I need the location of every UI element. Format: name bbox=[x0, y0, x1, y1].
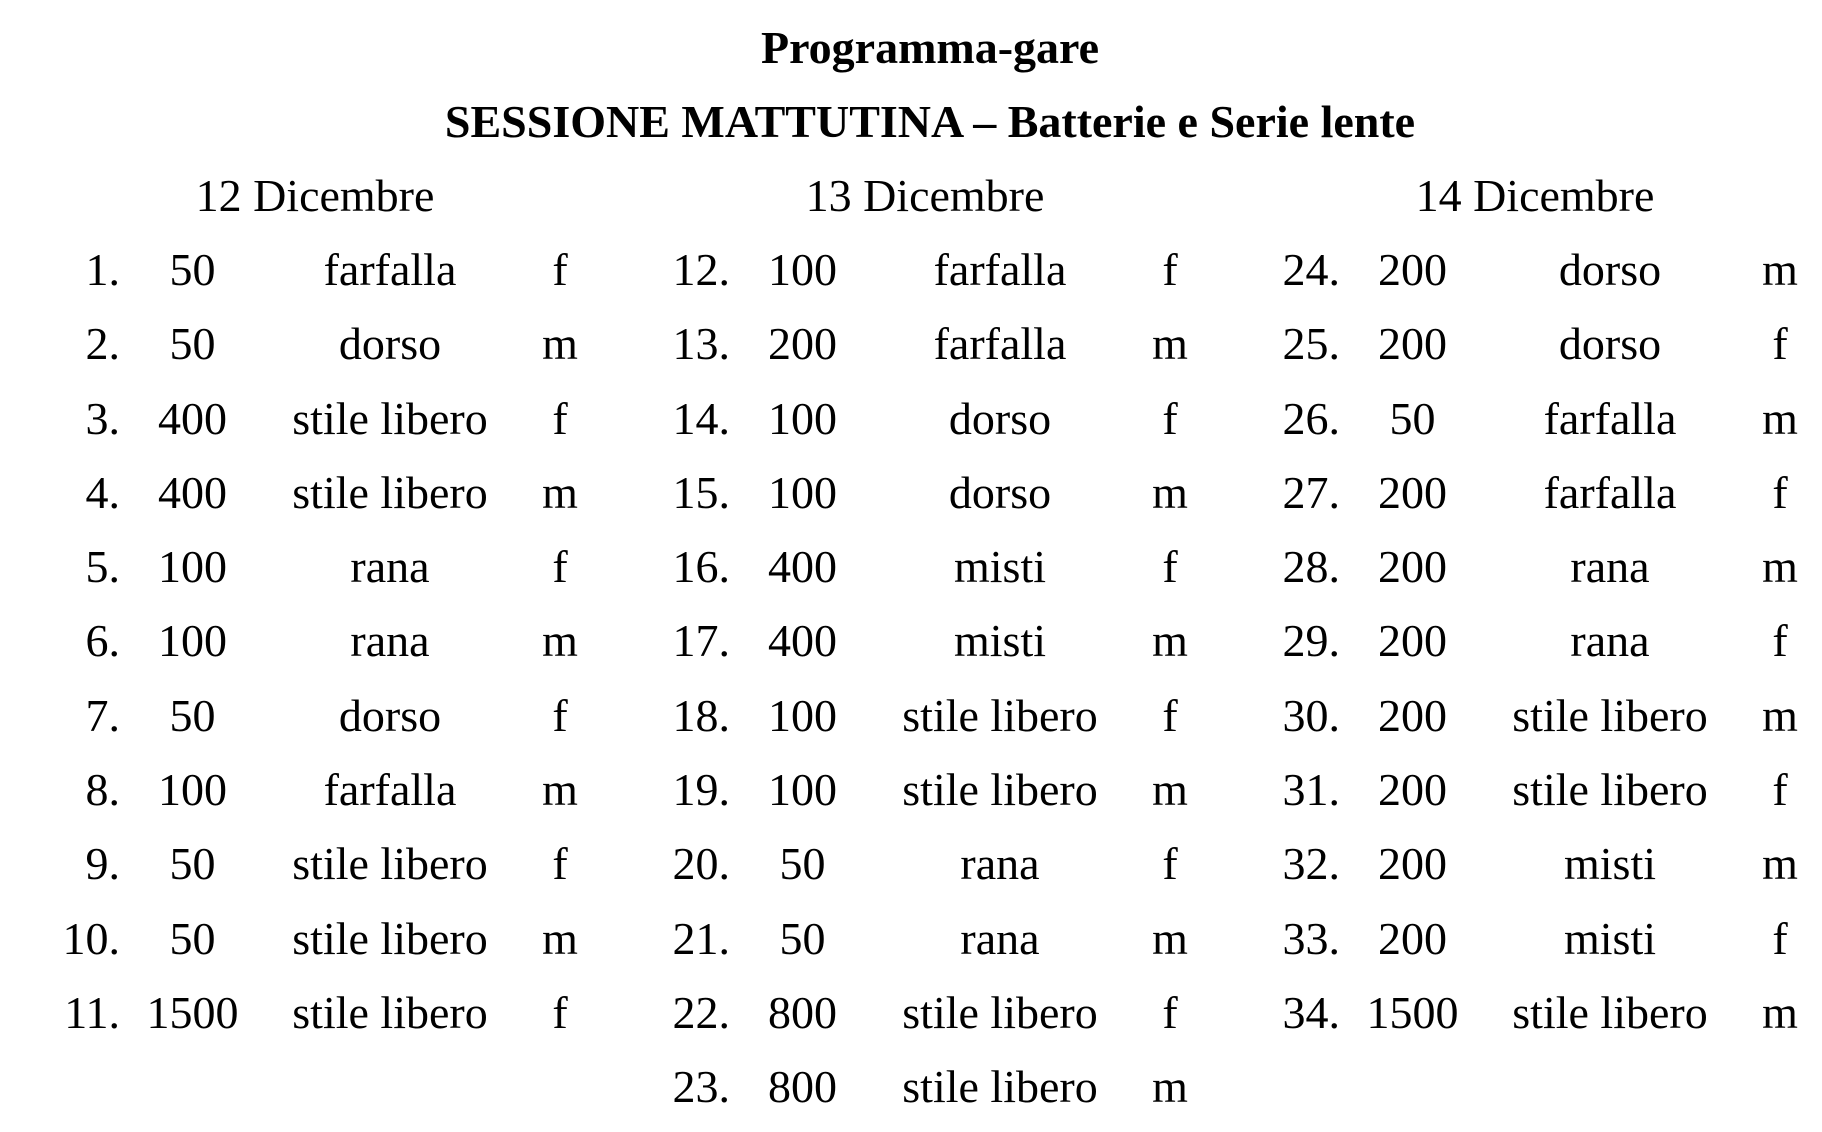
event-style: stile libero bbox=[292, 392, 488, 444]
event-number: 28. bbox=[1282, 541, 1340, 593]
event-distance: 400 bbox=[768, 541, 837, 593]
event-number: 34. bbox=[1282, 986, 1340, 1038]
event-distance: 50 bbox=[169, 838, 216, 890]
event-sex: f bbox=[1772, 318, 1788, 370]
event-distance: 200 bbox=[1378, 318, 1447, 370]
event-number: 15. bbox=[672, 466, 730, 518]
event-style: rana bbox=[350, 541, 430, 593]
event-sex: f bbox=[1162, 838, 1178, 890]
event-sex: f bbox=[1162, 986, 1178, 1038]
event-style: stile libero bbox=[292, 986, 488, 1038]
event-style: farfalla bbox=[323, 244, 457, 295]
event-distance: 50 bbox=[169, 912, 216, 964]
event-style: rana bbox=[1570, 615, 1650, 667]
event-sex: m bbox=[1762, 838, 1798, 890]
day-header: 13 Dicembre bbox=[805, 170, 1045, 221]
event-sex: m bbox=[1152, 912, 1188, 964]
event-distance: 1500 bbox=[146, 986, 239, 1038]
event-sex: f bbox=[1772, 466, 1788, 518]
event-number: 5. bbox=[85, 541, 120, 593]
event-number: 23. bbox=[672, 1061, 730, 1113]
event-number: 14. bbox=[672, 392, 730, 444]
event-distance: 100 bbox=[768, 244, 837, 295]
event-number: 20. bbox=[672, 838, 730, 890]
event-sex: m bbox=[542, 318, 578, 370]
event-style: stile libero bbox=[902, 986, 1098, 1038]
event-distance: 200 bbox=[1378, 466, 1447, 518]
event-sex: m bbox=[1152, 615, 1188, 667]
event-sex: f bbox=[552, 986, 568, 1038]
event-style: farfalla bbox=[933, 244, 1067, 295]
event-sex: f bbox=[552, 541, 568, 593]
event-sex: m bbox=[1762, 392, 1798, 444]
event-sex: f bbox=[1162, 689, 1178, 741]
event-sex: m bbox=[1152, 764, 1188, 816]
event-distance: 200 bbox=[1378, 764, 1447, 816]
event-distance: 100 bbox=[158, 764, 227, 816]
event-number: 29. bbox=[1282, 615, 1340, 667]
event-distance: 1500 bbox=[1366, 986, 1459, 1038]
event-number: 19. bbox=[672, 764, 730, 816]
event-number: 2. bbox=[85, 318, 120, 370]
event-sex: f bbox=[1772, 912, 1788, 964]
event-number: 13. bbox=[672, 318, 730, 370]
event-number: 8. bbox=[85, 764, 120, 816]
event-sex: f bbox=[1162, 392, 1178, 444]
event-number: 10. bbox=[62, 912, 120, 964]
event-sex: m bbox=[1152, 466, 1188, 518]
event-number: 30. bbox=[1282, 689, 1340, 741]
event-sex: m bbox=[1762, 244, 1798, 295]
event-style: dorso bbox=[948, 466, 1052, 518]
event-sex: m bbox=[542, 466, 578, 518]
event-number: 27. bbox=[1282, 466, 1340, 518]
event-style: dorso bbox=[1558, 244, 1662, 295]
event-number: 4. bbox=[85, 466, 120, 518]
event-sex: m bbox=[542, 615, 578, 667]
event-distance: 200 bbox=[768, 318, 837, 370]
event-distance: 200 bbox=[1378, 689, 1447, 741]
event-distance: 400 bbox=[158, 466, 227, 518]
page-subtitle: SESSIONE MATTUTINA – Batterie e Serie lente bbox=[444, 96, 1416, 147]
event-distance: 50 bbox=[779, 838, 826, 890]
event-distance: 100 bbox=[768, 466, 837, 518]
event-distance: 100 bbox=[768, 392, 837, 444]
event-style: farfalla bbox=[1543, 466, 1677, 518]
event-number: 18. bbox=[672, 689, 730, 741]
event-number: 11. bbox=[64, 986, 120, 1038]
event-distance: 800 bbox=[768, 1061, 837, 1113]
event-distance: 400 bbox=[158, 392, 227, 444]
event-distance: 200 bbox=[1378, 615, 1447, 667]
event-style: farfalla bbox=[933, 318, 1067, 370]
event-number: 16. bbox=[672, 541, 730, 593]
event-style: farfalla bbox=[323, 764, 457, 816]
event-sex: m bbox=[1762, 541, 1798, 593]
event-style: misti bbox=[1563, 912, 1657, 964]
event-distance: 50 bbox=[169, 318, 216, 370]
event-sex: m bbox=[1762, 689, 1798, 741]
event-style: dorso bbox=[338, 318, 442, 370]
day-header: 12 Dicembre bbox=[195, 170, 435, 221]
event-style: stile libero bbox=[292, 838, 488, 890]
event-sex: f bbox=[552, 838, 568, 890]
event-style: stile libero bbox=[1512, 689, 1708, 741]
event-sex: f bbox=[552, 244, 568, 295]
event-sex: m bbox=[1762, 986, 1798, 1038]
event-sex: m bbox=[1152, 318, 1188, 370]
event-style: dorso bbox=[948, 392, 1052, 444]
event-sex: m bbox=[542, 912, 578, 964]
event-distance: 800 bbox=[768, 986, 837, 1038]
event-sex: m bbox=[1152, 1061, 1188, 1113]
event-style: rana bbox=[1570, 541, 1650, 593]
event-number: 9. bbox=[85, 838, 120, 890]
event-number: 12. bbox=[672, 244, 730, 295]
event-style: misti bbox=[953, 541, 1047, 593]
event-distance: 100 bbox=[768, 764, 837, 816]
event-distance: 200 bbox=[1378, 541, 1447, 593]
event-distance: 50 bbox=[779, 912, 826, 964]
event-sex: f bbox=[1162, 244, 1178, 295]
event-number: 1. bbox=[85, 244, 120, 295]
event-sex: m bbox=[542, 764, 578, 816]
event-number: 21. bbox=[672, 912, 730, 964]
event-distance: 200 bbox=[1378, 838, 1447, 890]
event-number: 7. bbox=[85, 689, 120, 741]
event-number: 24. bbox=[1282, 244, 1340, 295]
event-style: misti bbox=[953, 615, 1047, 667]
event-sex: f bbox=[1772, 615, 1788, 667]
event-number: 3. bbox=[85, 392, 120, 444]
event-number: 32. bbox=[1282, 838, 1340, 890]
event-style: farfalla bbox=[1543, 392, 1677, 444]
event-distance: 200 bbox=[1378, 244, 1447, 295]
event-distance: 100 bbox=[158, 615, 227, 667]
event-number: 26. bbox=[1282, 392, 1340, 444]
event-distance: 50 bbox=[1389, 392, 1436, 444]
page-title: Programma-gare bbox=[760, 22, 1100, 73]
event-style: stile libero bbox=[902, 689, 1098, 741]
event-distance: 200 bbox=[1378, 912, 1447, 964]
event-style: misti bbox=[1563, 838, 1657, 890]
event-style: dorso bbox=[1558, 318, 1662, 370]
event-style: stile libero bbox=[292, 466, 488, 518]
event-style: rana bbox=[960, 912, 1040, 964]
event-style: rana bbox=[960, 838, 1040, 890]
event-style: stile libero bbox=[902, 1061, 1098, 1113]
event-sex: f bbox=[552, 689, 568, 741]
event-distance: 50 bbox=[169, 244, 216, 295]
event-style: stile libero bbox=[292, 912, 488, 964]
event-distance: 400 bbox=[768, 615, 837, 667]
event-number: 22. bbox=[672, 986, 730, 1038]
event-number: 33. bbox=[1282, 912, 1340, 964]
event-sex: f bbox=[1162, 541, 1178, 593]
day-header: 14 Dicembre bbox=[1415, 170, 1655, 221]
event-style: rana bbox=[350, 615, 430, 667]
event-style: dorso bbox=[338, 689, 442, 741]
event-sex: f bbox=[1772, 764, 1788, 816]
event-number: 6. bbox=[85, 615, 120, 667]
event-style: stile libero bbox=[902, 764, 1098, 816]
event-distance: 100 bbox=[768, 689, 837, 741]
event-style: stile libero bbox=[1512, 986, 1708, 1038]
event-distance: 100 bbox=[158, 541, 227, 593]
event-style: stile libero bbox=[1512, 764, 1708, 816]
event-number: 17. bbox=[672, 615, 730, 667]
event-number: 25. bbox=[1282, 318, 1340, 370]
event-sex: f bbox=[552, 392, 568, 444]
event-number: 31. bbox=[1282, 764, 1340, 816]
event-distance: 50 bbox=[169, 689, 216, 741]
